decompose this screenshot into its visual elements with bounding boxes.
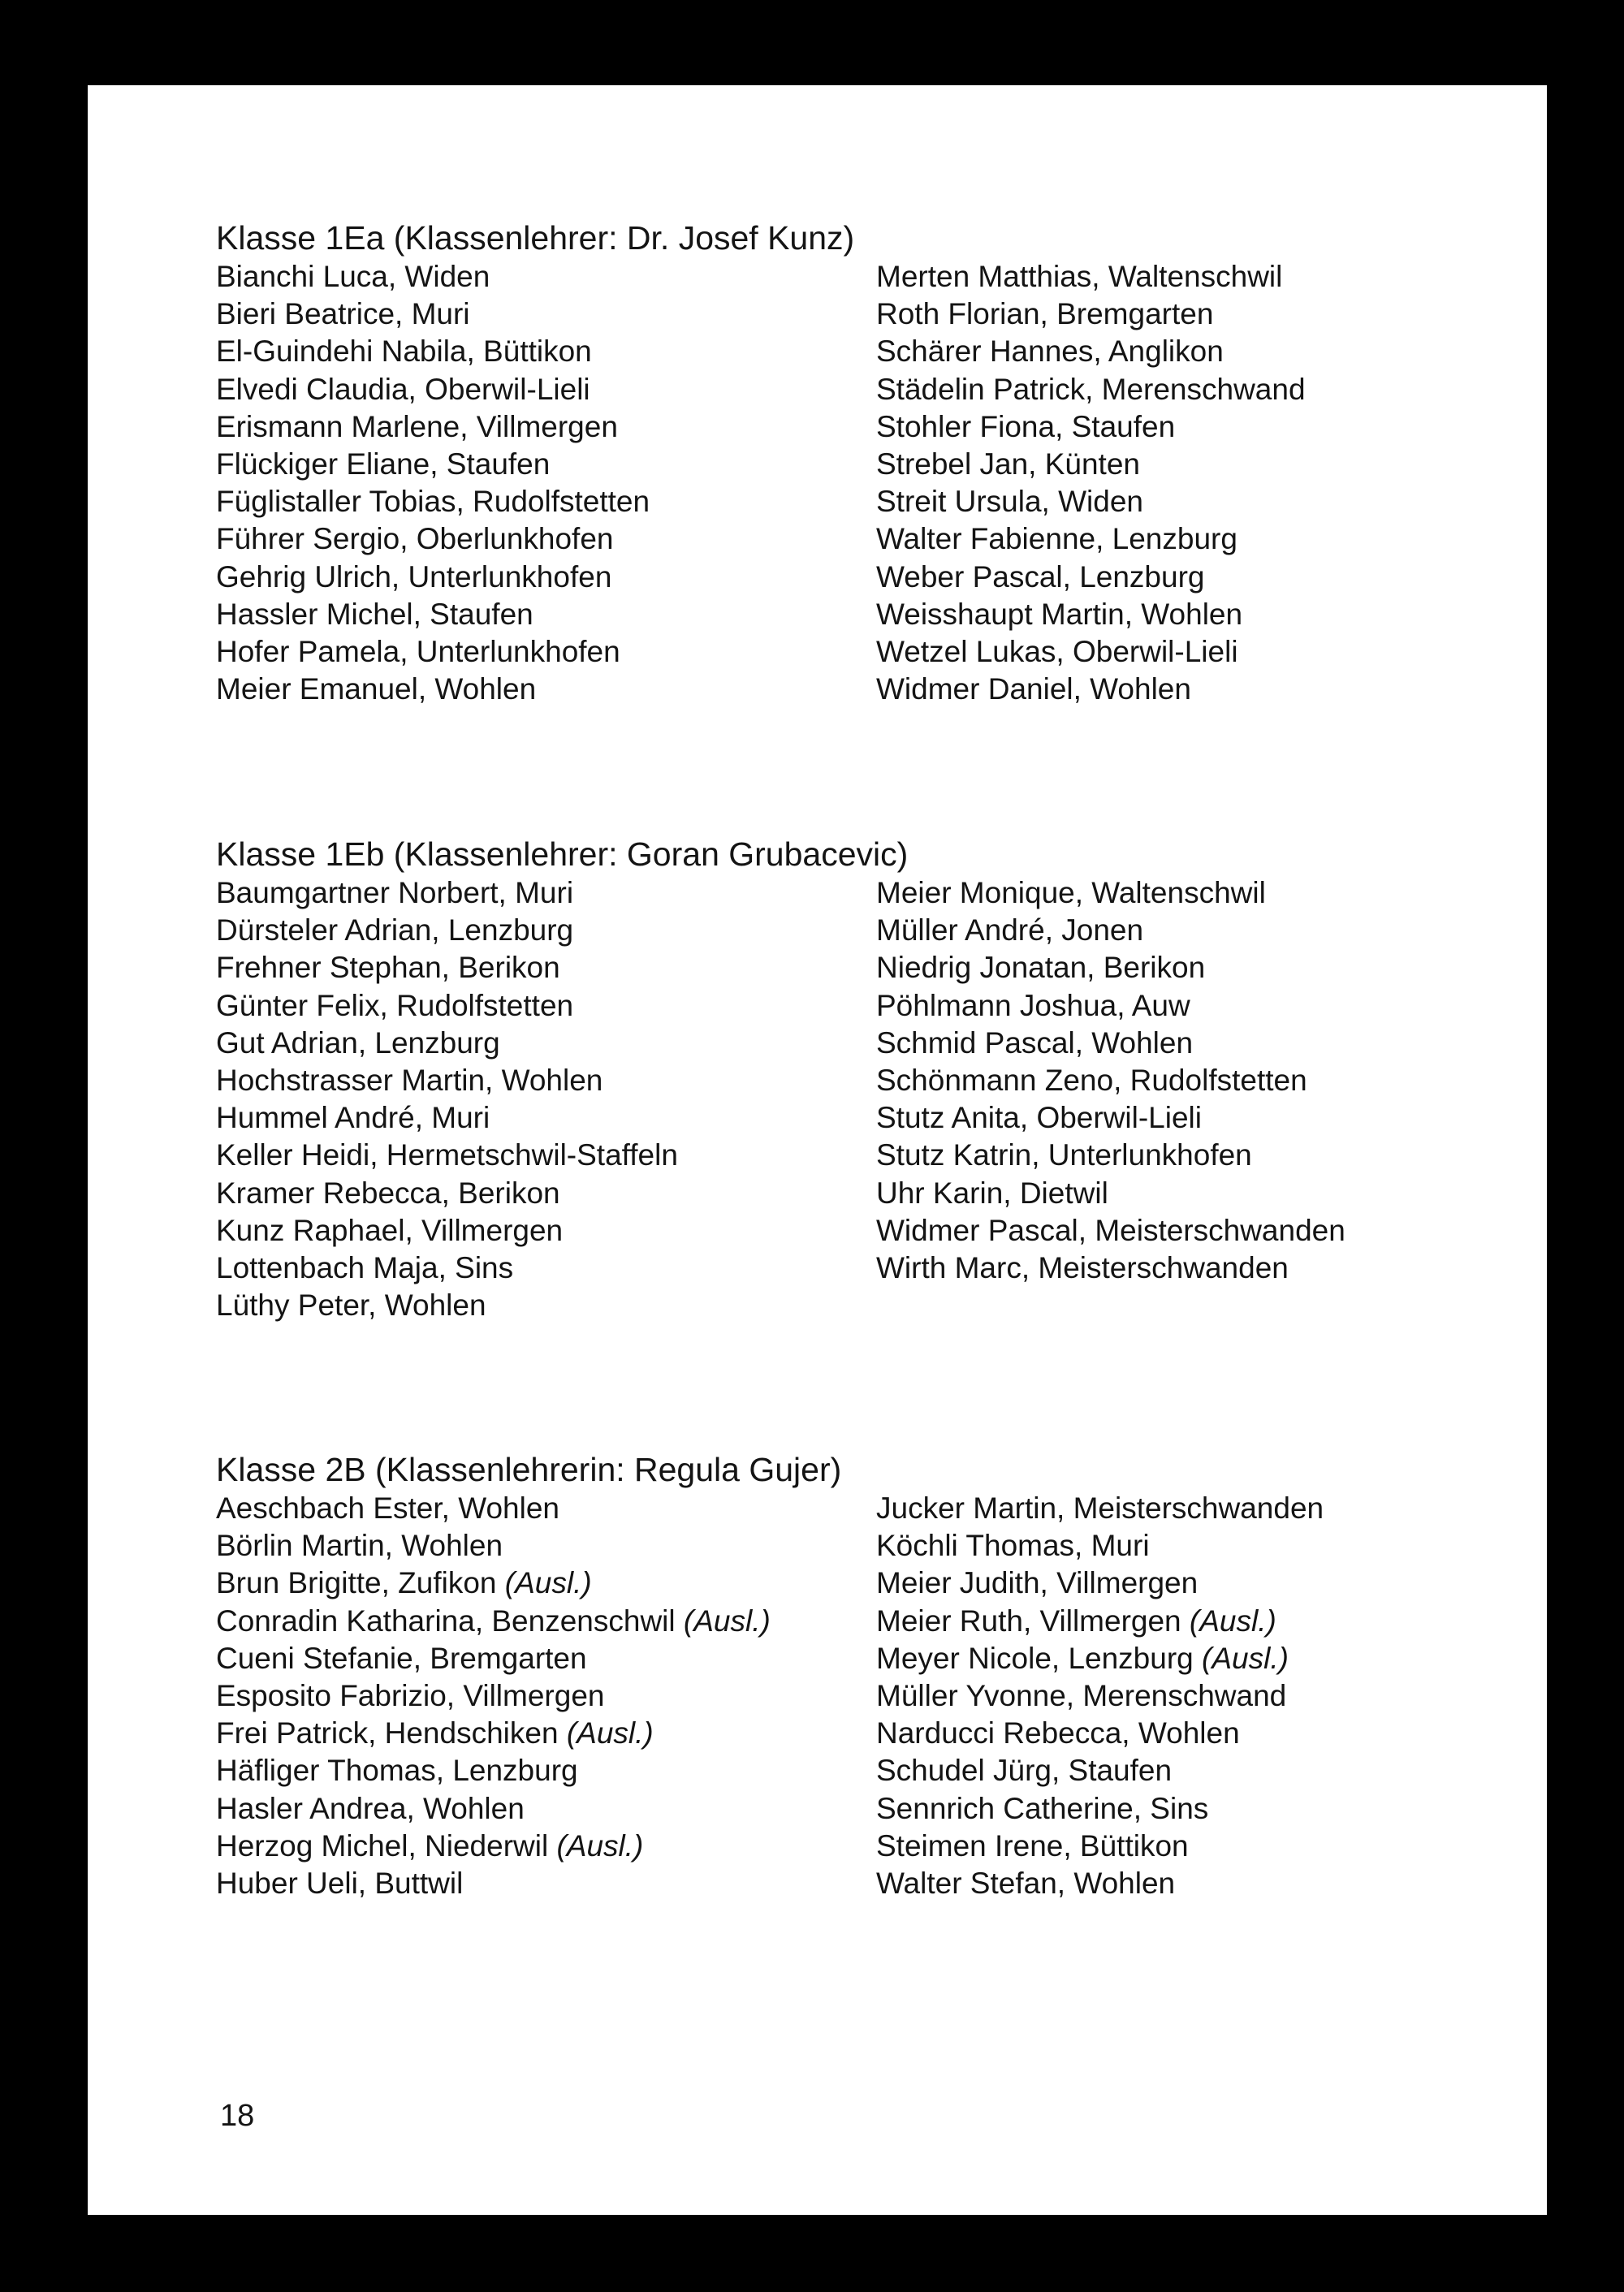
student-name: Strebel Jan, Künten <box>876 447 1140 481</box>
student-column-left <box>216 258 650 708</box>
student-entry <box>216 408 650 446</box>
student-name: Herzog Michel, Niederwil <box>216 1828 557 1863</box>
student-note: (Ausl.) <box>683 1604 771 1638</box>
student-name: Weber Pascal, Lenzburg <box>876 559 1205 594</box>
student-entry <box>216 1603 771 1640</box>
student-name: Füglistaller Tobias, Rudolfstetten <box>216 485 650 519</box>
student-name: Bieri Beatrice, Muri <box>216 297 470 331</box>
student-name: Aeschbach Ester, Wohlen <box>216 1491 560 1525</box>
student-entry <box>216 912 678 949</box>
student-name: Meier Monique, Waltenschwil <box>876 876 1266 909</box>
student-entry <box>216 1287 678 1324</box>
student-entry <box>876 559 1306 596</box>
student-columns <box>216 258 1483 745</box>
student-name: Jucker Martin, Meisterschwanden <box>876 1491 1324 1525</box>
student-entry <box>876 333 1306 370</box>
student-entry <box>216 1865 771 1902</box>
student-entry <box>216 1677 771 1715</box>
student-name: Köchli Thomas, Muri <box>876 1529 1150 1563</box>
student-columns <box>216 1490 1483 1977</box>
student-name: Bianchi Luca, Widen <box>216 260 490 293</box>
student-name: Hassler Michel, Staufen <box>216 597 533 631</box>
student-name: Häfliger Thomas, Lenzburg <box>216 1754 578 1788</box>
student-name: Huber Ueli, Buttwil <box>216 1866 464 1900</box>
student-entry <box>876 1025 1345 1062</box>
student-entry <box>876 987 1345 1025</box>
student-name: Führer Sergio, Oberlunkhofen <box>216 522 614 556</box>
student-entry <box>876 1250 1345 1287</box>
student-name: Schmid Pascal, Wohlen <box>876 1025 1194 1060</box>
student-name: Streit Ursula, Widen <box>876 485 1143 519</box>
student-entry <box>216 1175 678 1212</box>
student-entry <box>876 1790 1324 1828</box>
student-entry <box>876 1603 1324 1640</box>
student-name: Keller Heidi, Hermetschwil-Staffeln <box>216 1138 678 1172</box>
student-entry <box>216 333 650 370</box>
student-entry <box>876 1062 1345 1099</box>
class-section-1ea <box>216 218 1483 745</box>
student-name: Meyer Nicole, Lenzburg <box>876 1641 1203 1675</box>
student-entry <box>216 1565 771 1602</box>
document-page <box>88 85 1547 2215</box>
student-name: Hummel André, Muri <box>216 1101 490 1135</box>
student-name: Meier Emanuel, Wohlen <box>216 672 537 706</box>
student-entry <box>216 1790 771 1828</box>
student-note: (Ausl.) <box>504 1566 592 1600</box>
student-entry <box>876 446 1306 483</box>
student-column-left <box>216 1490 771 1902</box>
student-name: Widmer Daniel, Wohlen <box>876 672 1191 706</box>
student-entry <box>216 559 650 596</box>
student-entry <box>876 1527 1324 1565</box>
student-name: Walter Stefan, Wohlen <box>876 1866 1176 1900</box>
student-name: Niedrig Jonatan, Berikon <box>876 951 1206 985</box>
student-entry <box>216 1527 771 1565</box>
student-entry <box>876 1175 1345 1212</box>
student-name: Kramer Rebecca, Berikon <box>216 1176 560 1210</box>
page-number: 18 <box>220 2099 255 2133</box>
student-entry <box>216 258 650 296</box>
student-entry <box>876 1565 1324 1602</box>
student-name: Dürsteler Adrian, Lenzburg <box>216 913 574 947</box>
student-name: Schärer Hannes, Anglikon <box>876 335 1224 369</box>
student-note: (Ausl.) <box>1202 1641 1289 1675</box>
student-note: (Ausl.) <box>556 1828 644 1863</box>
student-entry <box>876 408 1306 446</box>
student-name: Meier Judith, Villmergen <box>876 1566 1199 1600</box>
student-name: Flückiger Eliane, Staufen <box>216 447 551 481</box>
student-entry <box>876 1490 1324 1527</box>
student-name: Hofer Pamela, Unterlunkhofen <box>216 634 620 668</box>
student-entry <box>216 1490 771 1527</box>
student-name: Baumgartner Norbert, Muri <box>216 876 574 909</box>
student-name: Hasler Andrea, Wohlen <box>216 1791 525 1825</box>
student-name: Gehrig Ulrich, Unterlunkhofen <box>216 559 612 594</box>
student-entry <box>216 874 678 912</box>
student-name: Frei Patrick, Hendschiken <box>216 1716 567 1750</box>
student-name: Uhr Karin, Dietwil <box>876 1176 1108 1210</box>
student-entry <box>216 1715 771 1752</box>
student-name: Gut Adrian, Lenzburg <box>216 1025 500 1060</box>
student-name: Städelin Patrick, Merenschwand <box>876 372 1306 406</box>
student-entry <box>216 1640 771 1677</box>
student-entry <box>216 1137 678 1174</box>
section-heading: Klasse 1Ea (Klassenlehrer: Dr. Josef Kunz) <box>216 219 855 257</box>
student-name: Roth Florian, Bremgarten <box>876 297 1214 331</box>
student-entry <box>216 1099 678 1137</box>
student-entry <box>876 1715 1324 1752</box>
student-entry <box>216 446 650 483</box>
student-name: Widmer Pascal, Meisterschwanden <box>876 1213 1345 1247</box>
student-name: Esposito Fabrizio, Villmergen <box>216 1678 605 1712</box>
student-entry <box>216 371 650 408</box>
student-name: Sennrich Catherine, Sins <box>876 1791 1209 1825</box>
student-entry <box>876 483 1306 520</box>
student-entry <box>876 874 1345 912</box>
student-name: Narducci Rebecca, Wohlen <box>876 1716 1240 1750</box>
student-note: (Ausl.) <box>566 1716 654 1750</box>
student-entry <box>876 520 1306 558</box>
student-name: Weisshaupt Martin, Wohlen <box>876 597 1243 631</box>
student-entry <box>876 596 1306 633</box>
class-section-1eb <box>216 834 1483 1362</box>
student-entry <box>216 1212 678 1250</box>
student-name: Stutz Anita, Oberwil-Lieli <box>876 1101 1203 1135</box>
student-name: Schönmann Zeno, Rudolfstetten <box>876 1063 1307 1097</box>
student-name: Kunz Raphael, Villmergen <box>216 1213 564 1247</box>
student-entry <box>216 633 650 671</box>
student-entry <box>216 596 650 633</box>
student-name: Erismann Marlene, Villmergen <box>216 409 618 443</box>
student-entry <box>876 1865 1324 1902</box>
student-entry <box>216 949 678 986</box>
student-name: Wetzel Lukas, Oberwil-Lieli <box>876 634 1238 668</box>
student-entry <box>876 912 1345 949</box>
student-entry <box>216 1062 678 1099</box>
student-entry <box>876 1752 1324 1789</box>
student-name: Hochstrasser Martin, Wohlen <box>216 1063 603 1097</box>
student-entry <box>216 520 650 558</box>
student-entry <box>876 296 1306 333</box>
student-entry <box>876 1137 1345 1174</box>
student-entry <box>876 1212 1345 1250</box>
student-name: Frehner Stephan, Berikon <box>216 951 560 985</box>
student-columns <box>216 874 1483 1362</box>
student-name: Lüthy Peter, Wohlen <box>216 1288 486 1323</box>
student-name: Müller André, Jonen <box>876 913 1144 947</box>
student-column-left <box>216 874 678 1324</box>
student-entry <box>876 1828 1324 1865</box>
student-entry <box>876 371 1306 408</box>
student-entry <box>876 633 1306 671</box>
student-name: Conradin Katharina, Benzenschwil <box>216 1604 684 1638</box>
student-name: El-Guindehi Nabila, Büttikon <box>216 335 592 369</box>
student-name: Stutz Katrin, Unterlunkhofen <box>876 1138 1252 1172</box>
student-name: Börlin Martin, Wohlen <box>216 1529 503 1563</box>
student-entry <box>216 483 650 520</box>
student-name: Merten Matthias, Waltenschwil <box>876 260 1283 293</box>
section-heading: Klasse 2B (Klassenlehrerin: Regula Gujer) <box>216 1451 842 1488</box>
student-name: Lottenbach Maja, Sins <box>216 1250 514 1284</box>
student-entry <box>216 1828 771 1865</box>
student-entry <box>876 1677 1324 1715</box>
student-name: Elvedi Claudia, Oberwil-Lieli <box>216 372 590 406</box>
student-name: Cueni Stefanie, Bremgarten <box>216 1641 587 1675</box>
student-column-right <box>876 258 1306 708</box>
student-entry <box>876 671 1306 708</box>
section-heading: Klasse 1Eb (Klassenlehrer: Goran Grubacevic) <box>216 835 909 873</box>
student-entry <box>216 296 650 333</box>
student-entry <box>876 1099 1345 1137</box>
student-name: Walter Fabienne, Lenzburg <box>876 522 1237 556</box>
student-column-right <box>876 1490 1324 1902</box>
student-name: Günter Felix, Rudolfstetten <box>216 988 574 1022</box>
student-name: Meier Ruth, Villmergen <box>876 1604 1190 1638</box>
student-note: (Ausl.) <box>1189 1604 1276 1638</box>
student-name: Steimen Irene, Büttikon <box>876 1828 1189 1863</box>
student-entry <box>876 258 1306 296</box>
student-name: Pöhlmann Joshua, Auw <box>876 988 1190 1022</box>
student-entry <box>216 1025 678 1062</box>
student-entry <box>876 1640 1324 1677</box>
student-name: Brun Brigitte, Zufikon <box>216 1566 505 1600</box>
class-section-2b <box>216 1449 1483 1977</box>
student-entry <box>876 949 1345 986</box>
student-column-right <box>876 874 1345 1287</box>
student-name: Wirth Marc, Meisterschwanden <box>876 1250 1289 1284</box>
student-name: Schudel Jürg, Staufen <box>876 1754 1173 1788</box>
student-entry <box>216 1250 678 1287</box>
student-entry <box>216 671 650 708</box>
student-entry <box>216 1752 771 1789</box>
student-name: Müller Yvonne, Merenschwand <box>876 1678 1287 1712</box>
student-entry <box>216 987 678 1025</box>
student-name: Stohler Fiona, Staufen <box>876 409 1176 443</box>
